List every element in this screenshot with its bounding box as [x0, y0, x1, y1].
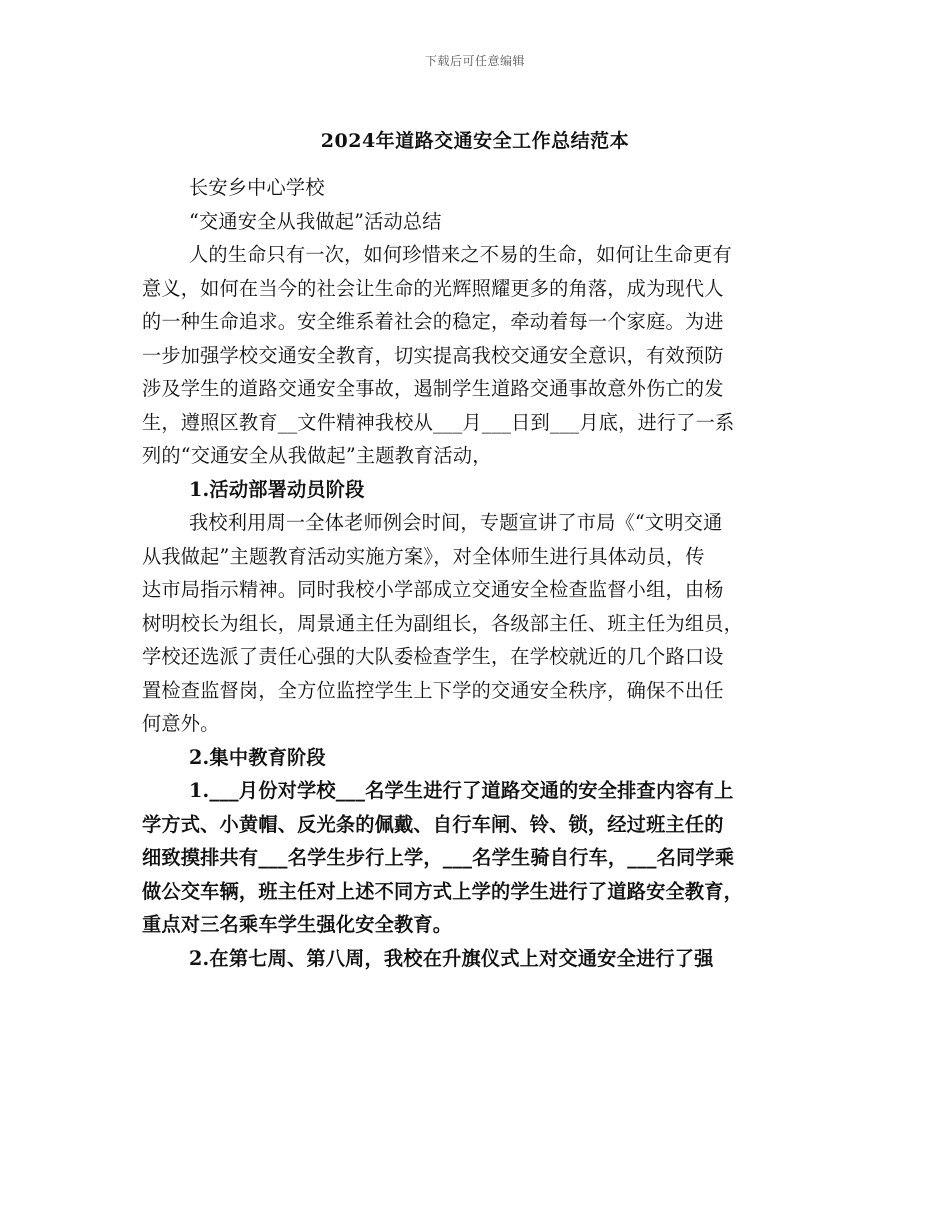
- document-title: 2024年道路交通安全工作总结范本: [320, 130, 630, 152]
- paragraph-line: 涉及学生的道路交通安全事故，遏制学生道路交通事故意外伤亡的发: [142, 377, 724, 400]
- school-name-text: 长安乡中心学校: [189, 176, 325, 199]
- paragraph-line: 学校还选派了责任心强的大队委检查学生，在学校就近的几个路口设: [142, 645, 724, 668]
- activity-subtitle: [142, 205, 812, 239]
- paragraph-line: 置检查监督岗，全方位监控学生上下学的交通安全秩序，确保不出任: [142, 678, 724, 702]
- paragraph-line: 生，遵照区教育__文件精神我校从___月___日到___月底，进行了一系: [142, 410, 735, 434]
- paragraph-line: 2.在第七周、第八周，我校在升旗仪式上对交通安全进行了强: [189, 946, 714, 970]
- paragraph-line: 一步加强学校交通安全教育，切实提高我校交通安全意识，有效预防: [142, 343, 724, 367]
- section-1-paragraph: [142, 506, 812, 741]
- paragraph-line: 重点对三名乘车学生强化安全教育。: [142, 913, 453, 936]
- paragraph-line: 1.___月份对学校___名学生进行了道路交通的安全排查内容有上: [189, 779, 734, 802]
- section-heading-2: [142, 741, 812, 775]
- paragraph-line: 意义，如何在当今的社会让生命的光辉照耀更多的角落，成为现代人: [142, 276, 724, 300]
- section-heading-2-text: 2.集中教育阶段: [189, 745, 326, 769]
- paragraph-line: 从我做起”主题教育活动实施方案》，对全体师生进行具体动员，传: [142, 544, 705, 568]
- paragraph-line: 的一种生命追求。安全维系着社会的稳定，牵动着每一个家庭。为进: [142, 310, 724, 333]
- section-heading-1: [142, 473, 812, 507]
- paragraph-line: 人的生命只有一次，如何珍惜来之不易的生命，如何让生命更有: [189, 243, 732, 266]
- school-name: [142, 171, 812, 205]
- paragraph-line: 细致摸排共有___名学生步行上学，___名学生骑自行车，___名同学乘: [142, 846, 735, 869]
- intro-paragraph: [142, 238, 812, 473]
- paragraph-line: 树明校长为组长，周景通主任为副组长，各级部主任、班主任为组员，: [142, 611, 744, 635]
- paragraph-line: 列的“交通安全从我做起”主题教育活动，: [142, 444, 492, 467]
- document-body: [142, 171, 812, 975]
- paragraph-line: 我校利用周一全体老师例会时间，专题宣讲了市局《“文明交通: [189, 511, 723, 534]
- item-1-paragraph: [142, 774, 812, 942]
- paragraph-line: 做公交车辆，班主任对上述不同方式上学的学生进行了道路安全教育，: [142, 879, 744, 903]
- activity-subtitle-text: “交通安全从我做起”活动总结: [189, 209, 442, 233]
- paragraph-line: 何意外。: [142, 712, 220, 735]
- section-heading-1-text: 1.活动部署动员阶段: [189, 477, 365, 501]
- page-header-note: 下载后可任意编辑: [424, 54, 525, 68]
- paragraph-line: 达市局指示精神。同时我校小学部成立交通安全检查监督小组，由杨: [142, 578, 724, 601]
- paragraph-line: 学方式、小黄帽、反光条的佩戴、自行车闸、铃、锁，经过班主任的: [142, 812, 724, 836]
- item-2-paragraph: [142, 942, 812, 976]
